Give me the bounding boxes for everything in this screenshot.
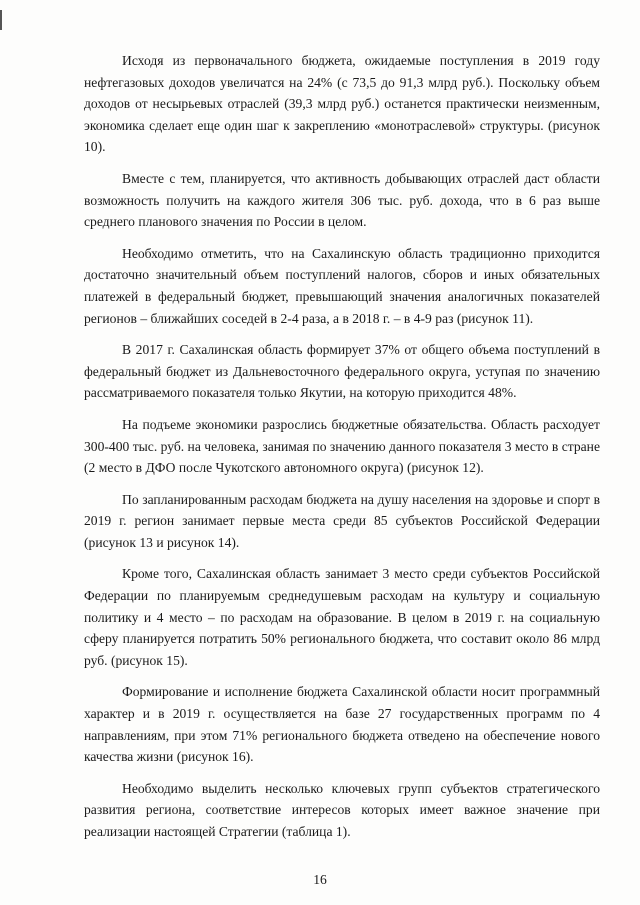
paragraph-health-sport-spending: По запланированным расходам бюджета на душу населения на здоровье и спорт в 2019 г. регион занимает первые места среди 85 субъектов Российской Федерации (рисунок 13 и рисунок 14). [84,491,600,550]
paragraph-oil-gas-revenue: Исходя из первоначального бюджета, ожидаемые поступления в 2019 году нефтегазовых доходов увеличатся на 24% (с 73,5 до 91,3 млрд руб.). Поскольку объем доходов от несырьевых отраслей (39,3 млрд руб.) останется практически неизменным, экономика сделает еще один шаг к закреплению «монотраслевой» структуры. (рисунок 10). [84,53,600,155]
paragraph-income-per-resident: Вместе с тем, планируется, что активность добывающих отраслей даст области возможность получить на каждого жителя 306 тыс. руб. дохода, что в 6 раз выше среднего планового значения по России в целом. [84,170,600,230]
scan-edge-mark [0,10,2,30]
paragraph-stakeholder-groups: Необходимо выделить несколько ключевых групп субъектов стратегического развития региона, соответствие интересов которых имеет важное значение при реализации настоящей Стратегии (таблица 1). [84,780,600,839]
paragraph-federal-tax-payments: Необходимо отметить, что на Сахалинскую область традиционно приходится достаточно значительный объем поступлений налогов, сборов и иных обязательных платежей в федеральный бюджет, превышающий значения аналогичных показателей регионов – ближайших соседей в 2-4 раза, а в 2018 г. – в 4-9 раз (рисунок 11). [84,245,600,326]
paragraph-state-programs: Формирование и исполнение бюджета Сахалинской области носит программный характер и в 2019 г. осуществляется на базе 27 государственных программ по 4 направлениям, при этом 71% регионального бюджета отведено на обеспечение нового качества жизни (рисунок 16). [84,684,600,765]
paragraph-budget-obligations: На подъеме экономики разрослись бюджетные обязательства. Область расходует 300-400 тыс. руб. на человека, занимая по значению данного показателя 3 место в стране (2 место в ДФО после Чукотского автономного округа) (рисунок 12). [84,416,600,476]
paragraph-culture-education-spending: Кроме того, Сахалинская область занимает 3 место среди субъектов Российской Федерации по планируемым среднедушевым расходам на культуру и социальную политику и 4 место – по расходам на образование. В целом в 2019 г. на социальную сферу планируется потратить 50% регионального бюджета, что составит около 86 млрд руб. (рисунок 15). [84,566,600,668]
document-body [84,50,600,853]
paragraph-dfo-share: В 2017 г. Сахалинская область формирует 37% от общего объема поступлений в федеральный бюджет из Дальневосточного федерального округа, уступая по значению рассматриваемого показателя только Якутии, на которую приходится 48%. [84,342,600,401]
page-number: 16 [313,872,327,887]
